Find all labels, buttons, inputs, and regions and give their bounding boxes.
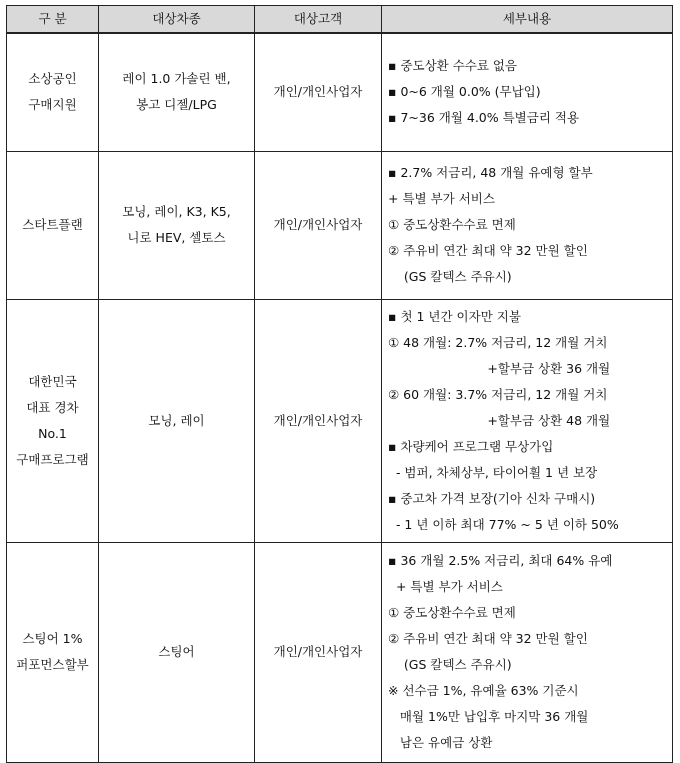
detail-line: 매월 1%만 납입후 마지막 36 개월 [388,709,589,724]
category-line: 구매지원 [28,97,77,113]
category-cell [7,299,99,542]
detail-line: ▪ 첫 1 년간 이자만 지불 [388,308,521,324]
detail-line: (GS 칼텍스 주유시) [388,657,512,672]
category-line: 소상공인 [28,71,77,87]
details-cell [382,542,673,762]
category-line: 퍼포먼스할부 [16,657,89,672]
models-cell [99,299,255,542]
detail-line: 남은 유예금 상환 [388,735,493,750]
header-details: 세부내용 [382,6,673,34]
detail-line: ② 주유비 연간 최대 약 32 만원 할인 [388,631,588,646]
header-models: 대상차종 [99,6,255,34]
model-line: 모닝, 레이, K3, K5, [122,204,231,219]
models-cell [99,33,255,151]
customer-cell: 개인/개인사업자 [255,33,382,151]
customer-cell: 개인/개인사업자 [255,542,382,762]
category-line: 대한민국 [28,373,77,389]
customer-cell: 개인/개인사업자 [255,151,382,299]
detail-line: +할부금 상환 36 개월 [388,360,611,376]
model-line: 모닝, 레이 [148,412,205,428]
category-cell [7,33,99,151]
category-line: 스타트플랜 [22,217,83,232]
details-cell [382,33,673,151]
detail-line: ▪ 36 개월 2.5% 저금리, 최대 64% 유예 [388,553,613,568]
customer-cell: 개인/개인사업자 [255,299,382,542]
model-line: 봉고 디젤/LPG [136,97,217,113]
detail-line: ② 60 개월: 3.7% 저금리, 12 개월 거치 [388,386,608,402]
model-line: 니로 HEV, 셀토스 [127,230,226,245]
category-line: 스팅어 1% [22,631,83,646]
detail-line: + 특별 부가 서비스 [388,191,495,206]
detail-line: ① 중도상환수수료 면제 [388,217,516,232]
detail-line: ▪ 중도상환 수수료 없음 [388,58,518,74]
detail-line: ② 주유비 연간 최대 약 32 만원 할인 [388,243,588,258]
category-cell [7,151,99,299]
table-row [7,299,673,542]
category-line: 구매프로그램 [16,451,89,467]
header-row [7,6,673,34]
model-line: 레이 1.0 가솔린 밴, [122,71,231,87]
finance-program-table [6,5,673,763]
detail-line: (GS 칼텍스 주유시) [388,269,512,284]
detail-line: ① 중도상환수수료 면제 [388,605,516,620]
table-row [7,542,673,762]
detail-line: ① 48 개월: 2.7% 저금리, 12 개월 거치 [388,334,608,350]
model-line: 스팅어 [158,644,195,659]
category-line: 대표 경차 [26,399,79,415]
detail-line: ▪ 중고차 가격 보장(기아 신차 구매시) [388,490,596,506]
models-cell [99,542,255,762]
detail-line: - 1 년 이하 최대 77% ~ 5 년 이하 50% [388,516,619,532]
details-cell [382,151,673,299]
detail-line: ▪ 7~36 개월 4.0% 특별금리 적용 [388,110,580,126]
category-line: No.1 [38,425,67,441]
detail-line: +할부금 상환 48 개월 [388,412,611,428]
detail-line: + 특별 부가 서비스 [388,579,503,594]
details-cell [382,299,673,542]
detail-line: ※ 선수금 1%, 유예율 63% 기준시 [388,683,579,698]
detail-line: ▪ 차량케어 프로그램 무상가입 [388,438,554,454]
header-category: 구 분 [7,6,99,34]
detail-line: ▪ 2.7% 저금리, 48 개월 유예형 할부 [388,165,593,180]
table-row [7,151,673,299]
header-customer: 대상고객 [255,6,382,34]
models-cell [99,151,255,299]
detail-line: ▪ 0~6 개월 0.0% (무납입) [388,84,541,100]
category-cell [7,542,99,762]
table-row [7,33,673,151]
detail-line: - 범퍼, 차체상부, 타이어휠 1 년 보장 [388,464,598,480]
